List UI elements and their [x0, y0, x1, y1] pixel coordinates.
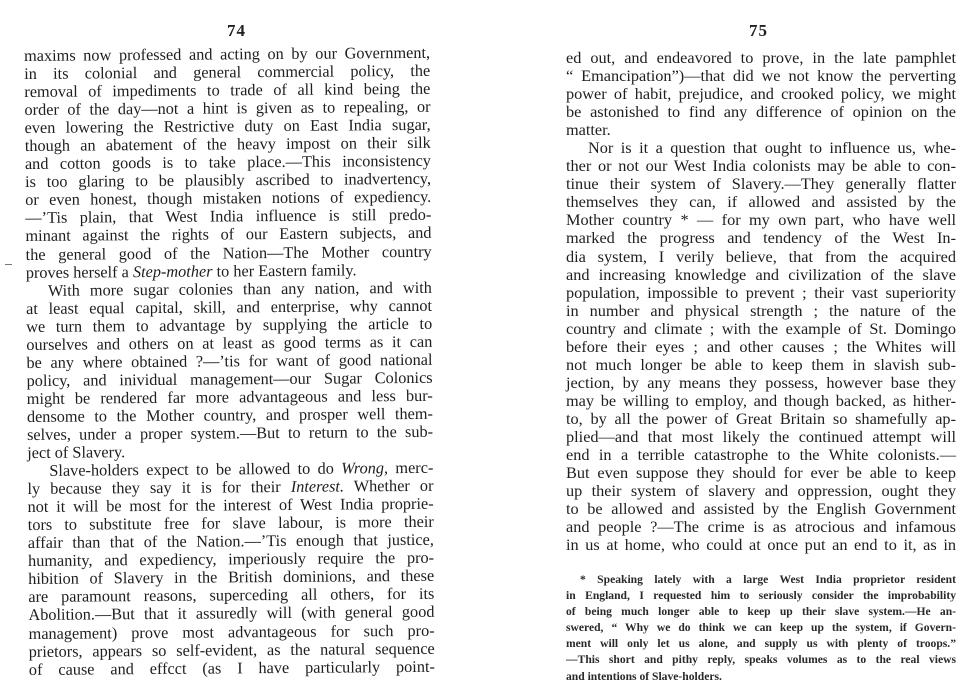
text-line: plied—and that most likely the continued attempt will [566, 426, 956, 446]
text-line: and increasing knowledge and civilization of the slave [566, 264, 956, 284]
text-line: and cotton goods is to take place.—This inconsistency [24, 151, 431, 174]
page-number-left: 74 [227, 21, 246, 40]
text-line: ject of Slavery. [27, 442, 126, 463]
right-page-body [566, 49, 956, 554]
text-run: Whether or [343, 475, 434, 496]
text-line: and people ?—The crime is as atrocious and infamous [566, 517, 956, 537]
text-line: affair than that of the Nation.—’Tis enough that justice, [27, 530, 434, 553]
footnote-line: in England, I requested him to seriously consider the improbability [566, 589, 956, 603]
text-line: in us at home, who could at once put an end to it, as in [566, 535, 956, 555]
text-line: ed out, and endeavored to prove, in the late pamphlet [566, 48, 956, 67]
text-line: to be allowed and assisted by the English Government [566, 499, 956, 519]
text-line: management) prove most advantageous for such pro- [28, 620, 435, 643]
left-page [0, 0, 470, 700]
text-line: order of the day—not a hint is given as to repealing, or [24, 96, 431, 120]
text-line: not it will be most for the interest of West India proprie- [27, 493, 434, 517]
text-line: Mother country * — for my own part, who have well [566, 210, 956, 230]
text-line: But even suppose they should for ever be able to keep [566, 463, 956, 483]
text-line: —’Tis plain, that West India influence is still predo- [25, 205, 432, 228]
footnote-line: * Speaking lately with a large West India proprietor resident [580, 573, 956, 586]
text-line: end in a terrible catastrophe to the White colonists.— [566, 445, 956, 465]
footnote-line: —This short and pithy reply, speaks volumes as to the real views [566, 653, 956, 667]
text-line: ther or not our West India colonists may be able to con- [566, 156, 956, 176]
italic-word: Interest. [290, 476, 345, 497]
text-line: be any where obtained ?—’tis for want of good national [26, 349, 433, 372]
text-line: maxims now professed and acting on by our Government, [23, 42, 431, 65]
text-line: the general good of the Nation—The Mother country [25, 241, 432, 264]
text-line: Abolition.—But that it assuredly will (with general good [28, 602, 435, 625]
text-line: we turn them to advantage by supplying the article to [26, 313, 433, 336]
text-line: of cause and effcct (as I have particularly point- [28, 656, 435, 679]
text-line: might be rendered far more advantageous and less bur- [26, 385, 433, 408]
text-line: themselves they can, if allowed and assisted by the [566, 192, 956, 212]
footnote-line: swered, “ Why we do think we can keep up the system, if Govern- [566, 621, 956, 635]
footnote-line: ment will only let us alone, and supply us with plenty of troops.” [566, 637, 956, 651]
margin-mark [5, 264, 12, 265]
left-page-body [24, 44, 435, 679]
text-line: up their system of slavery and oppression, ought they [566, 481, 956, 501]
paragraph-start-line: With more sugar colonies than any nation, and with [47, 277, 432, 300]
text-line: selves, under a proper system.—But to return to the sub- [26, 421, 434, 444]
text-line: tinue their system of Slavery.—They generally flatter [566, 174, 956, 194]
footnote-line: of being much longer able to keep up their slave system.—He an- [566, 605, 956, 619]
text-line: even lowering the Restrictive duty on East India sugar, [24, 114, 431, 138]
text-line: marked the progress and tendency of the West In- [566, 228, 956, 248]
text-line: in number and physical strength ; the nature of the [566, 300, 956, 320]
text-line: to, by all the power of Great Britain so shamefully ap- [566, 408, 956, 428]
text-line: not much longer be able to keep them in slavish sub- [566, 354, 956, 374]
text-line: country and climate ; with the example of St. Domingo [566, 318, 956, 338]
text-line: policy, and inividual management—our Sugar Colonics [26, 367, 433, 390]
text-line: prietors, appears so self-evident, as the natural sequence [28, 638, 435, 661]
text-line: minant against the rights of our Eastern subjects, and [25, 223, 432, 246]
text-run: proves herself a [25, 261, 133, 282]
text-line: at least equal capital, skill, and enterprise, why cannot [25, 295, 433, 318]
text-line: removal of impediments to trade of all kind being the [24, 78, 431, 102]
text-line: may be willing to employ, and though backed, as hither- [566, 390, 956, 410]
text-line: hibition of Slavery in the British dominions, and these [28, 566, 435, 589]
text-line: dia system, I verily believe, that from the acquired [566, 246, 956, 266]
text-line: ourselves and others on at least as good terms as it can [26, 331, 433, 354]
paragraph-start-line: Nor is it a question that ought to influence us, whe- [588, 138, 956, 158]
italic-word: Wrong, [341, 458, 389, 478]
footnote [566, 572, 956, 685]
text-line: is too glaring to be plausibly ascribed to inadvertency, [24, 169, 432, 192]
text-run: to her Eastern family. [212, 259, 357, 281]
text-line: be astonished to find any difference of opinion on the [566, 102, 956, 122]
text-line: or even honest, though mistaken notions of expediency. [25, 187, 432, 210]
text-line: “ Emancipation”)—that did we not know the perverting [566, 66, 956, 86]
text-line: though an abatement of the heavy impost on their silk [24, 133, 431, 156]
text-line: humanity, and expediency, imperiously require the pro- [27, 548, 435, 571]
text-run: ly because they say it is for their [27, 477, 291, 499]
text-line: before their eyes ; and other causes ; the Whites will [566, 336, 956, 356]
text-line: in its colonial and general commercial policy, the [24, 60, 431, 84]
text-line: jection, by any means they possess, however base they [566, 372, 956, 392]
text-line: power of habit, prejudice, and crooked policy, we might [566, 84, 956, 104]
text-run: merc- [387, 457, 434, 478]
text-line: tors to substitute free for slave labour, is more their [27, 512, 434, 535]
text-line: population, impossible to prevent ; their vast superiority [566, 282, 956, 302]
italic-word: Step-mother [132, 261, 213, 281]
footnote-line: and intentions of Slave-holders. [566, 669, 722, 683]
text-line: are paramount reasons, superceding all others, for its [28, 584, 435, 607]
text-line: matter. [566, 120, 611, 140]
text-run: Slave-holders expect to be allowed to do [49, 458, 342, 480]
page-number-right: 75 [749, 21, 768, 40]
text-line: densome to the Mother country, and prosper well them- [26, 403, 433, 426]
